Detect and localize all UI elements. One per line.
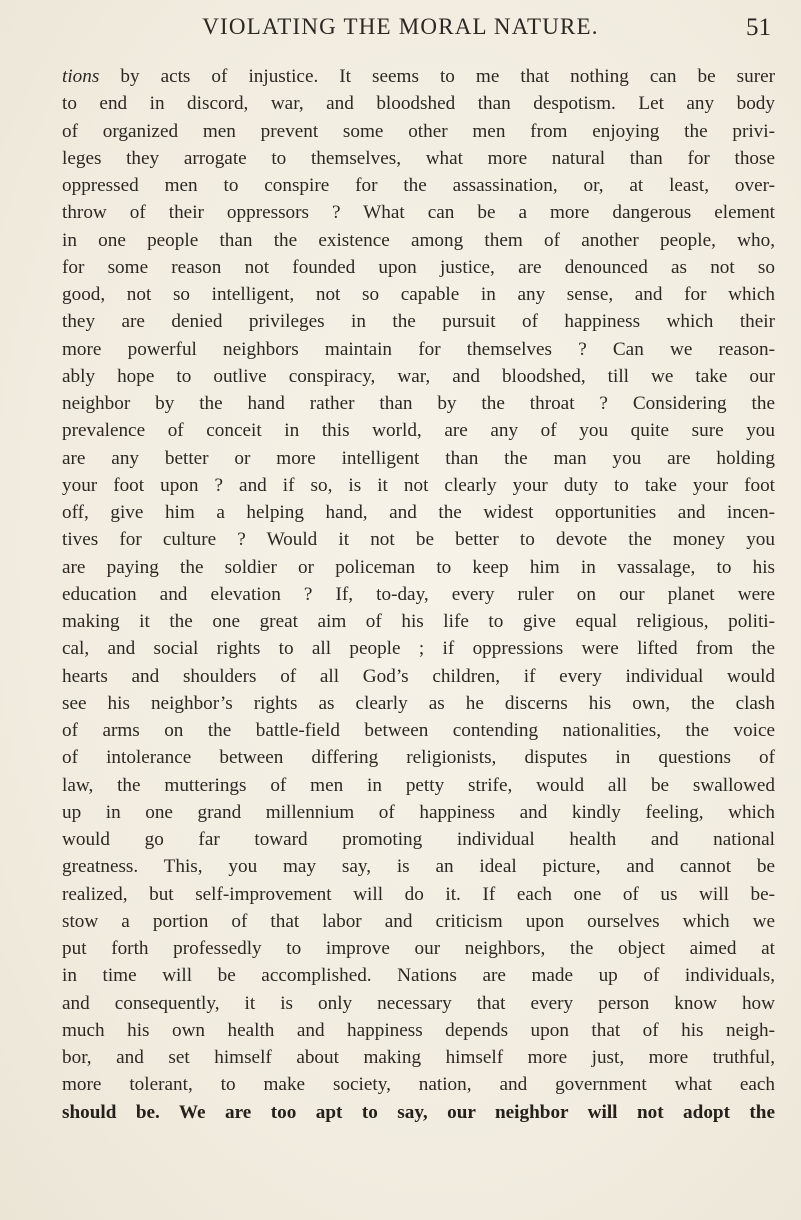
- text-line: bor, and set himself about making himself more just, more truthful,: [62, 1047, 775, 1068]
- text-line: are any better or more intelligent than the man you are holding: [62, 447, 775, 469]
- text-line: hearts and shoulders of all God’s children, if every individual would: [62, 665, 775, 687]
- text-line: prevalence of conceit in this world, are any of you quite sure you: [62, 420, 775, 442]
- text-line: making it the one great aim of his life to give equal religious, politi-: [62, 611, 775, 632]
- text-line: stow a portion of that labor and criticism upon ourselves which we: [62, 910, 775, 932]
- text-line: would go far toward promoting individual health and national: [62, 829, 775, 850]
- text-line: neighbor by the hand rather than by the throat ? Considering the: [62, 393, 775, 414]
- text-line: up in one grand millennium of happiness and kindly feeling, which: [62, 801, 775, 823]
- text-line: in time will be accomplished. Nations are made up of individuals,: [62, 965, 775, 987]
- text-line: ably hope to outlive conspiracy, war, and bloodshed, till we take our: [62, 365, 775, 387]
- text-line: greatness. This, you may say, is an ideal picture, and cannot be: [62, 856, 775, 878]
- text-line: more tolerant, to make society, nation, and government what each: [62, 1074, 775, 1096]
- text-line: cal, and social rights to all people ; if oppressions were lifted from the: [62, 638, 775, 660]
- text-line: more powerful neighbors maintain for themselves ? Can we reason-: [62, 338, 775, 360]
- text-line: put forth professedly to improve our neighbors, the object aimed at: [62, 938, 775, 959]
- body-text: [62, 63, 775, 1126]
- text-line: of organized men prevent some other men from enjoying the privi-: [62, 120, 775, 142]
- text-line: see his neighbor’s rights as clearly as he discerns his own, the clash: [62, 692, 775, 714]
- running-head: VIOLATING THE MORAL NATURE.: [202, 14, 599, 39]
- text-line: realized, but self-improvement will do it. If each one of us will be-: [62, 883, 775, 905]
- text-line: law, the mutterings of men in petty strife, would all be swallowed: [62, 774, 775, 796]
- page-header: [0, 10, 801, 44]
- text-line: education and elevation ? If, to-day, every ruler on our planet were: [62, 583, 775, 605]
- text-line: in one people than the existence among them of another people, who,: [62, 229, 775, 251]
- italic-word: tions: [62, 66, 100, 87]
- page-number: 51: [746, 14, 771, 41]
- text-line: of arms on the battle-field between contending nationalities, the voice: [62, 720, 775, 741]
- text-line: much his own health and happiness depends upon that of his neigh-: [62, 1019, 775, 1041]
- text-line: [62, 63, 775, 90]
- text-line: should be. We are too apt to say, our neighbor will not adopt the: [62, 1101, 775, 1123]
- text-line: good, not so intelligent, not so capable in any sense, and for which: [62, 284, 775, 305]
- text-line: for some reason not founded upon justice, are denounced as not so: [62, 256, 775, 278]
- text-line: off, give him a helping hand, and the widest opportunities and incen-: [62, 502, 775, 523]
- text-line: are paying the soldier or policeman to keep him in vassalage, to his: [62, 556, 775, 578]
- text-line: tives for culture ? Would it not be better to devote the money you: [62, 529, 775, 551]
- text-line: to end in discord, war, and bloodshed than despotism. Let any body: [62, 93, 775, 115]
- text-line: and consequently, it is only necessary that every person know how: [62, 992, 775, 1014]
- line-text: by acts of injustice. It seems to me that nothing can be surer: [99, 66, 775, 87]
- text-line: of intolerance between differing religionists, disputes in questions of: [62, 747, 775, 769]
- text-line: throw of their oppressors ? What can be a more dangerous element: [62, 202, 775, 224]
- text-line: leges they arrogate to themselves, what more natural than for those: [62, 147, 775, 169]
- text-line: they are denied privileges in the pursuit of happiness which their: [62, 311, 775, 333]
- text-line: your foot upon ? and if so, is it not clearly your duty to take your foot: [62, 474, 775, 496]
- text-line: oppressed men to conspire for the assassination, or, at least, over-: [62, 175, 775, 196]
